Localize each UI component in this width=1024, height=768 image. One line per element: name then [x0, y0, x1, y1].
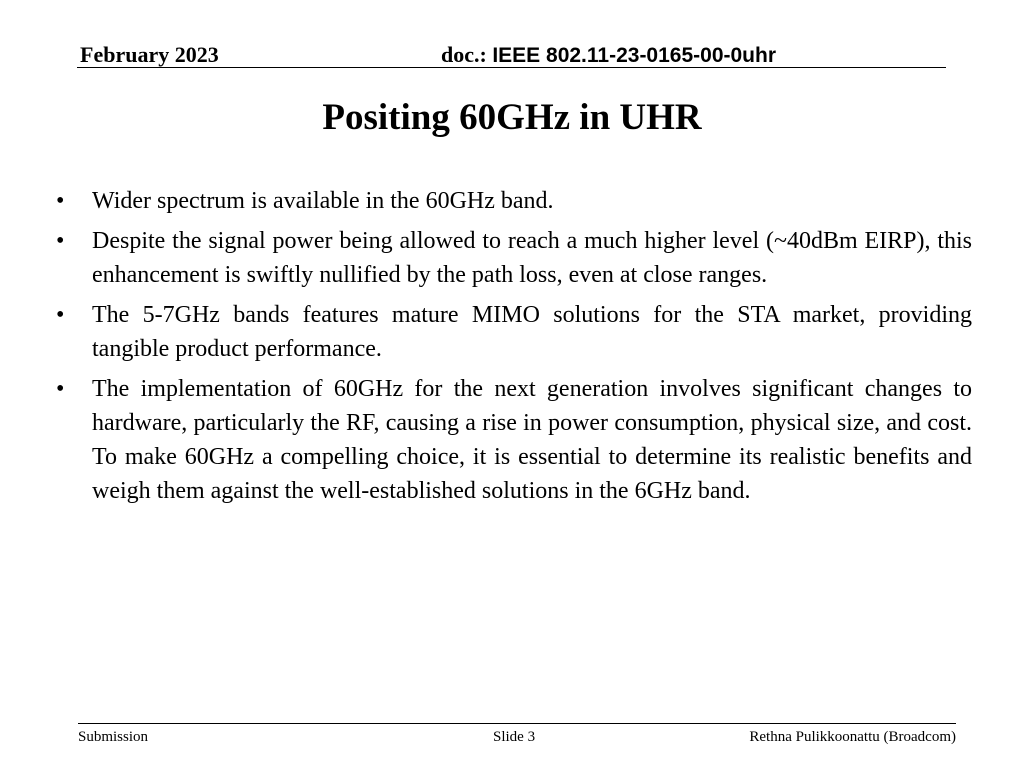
- bullet-item: [52, 224, 972, 292]
- bullet-item: [52, 184, 972, 218]
- bullet-icon: •: [56, 188, 65, 214]
- footer-author: Rethna Pulikkoonattu (Broadcom): [749, 729, 956, 745]
- header-divider: [77, 67, 946, 68]
- bullet-item: [52, 372, 972, 508]
- footer-divider: [78, 723, 956, 724]
- header-date: February 2023: [80, 42, 219, 67]
- doc-prefix: doc.:: [441, 42, 487, 67]
- bullet-icon: •: [56, 376, 65, 402]
- bullet-text: Wider spectrum is available in the 60GHz band.: [92, 188, 554, 214]
- slide-title: Positing 60GHz in UHR: [322, 97, 702, 138]
- header-doc-reference: [441, 42, 776, 69]
- bullet-text: The 5-7GHz bands features mature MIMO solutions for the STA market, providing tangible product performance.: [92, 302, 972, 362]
- doc-id: IEEE 802.11-23-0165-00-0uhr: [492, 44, 777, 67]
- bullet-text: Despite the signal power being allowed to reach a much higher level (~40dBm EIRP), this enhancement is swiftly nullified by the path loss, even at close ranges.: [92, 228, 972, 288]
- bullet-icon: •: [56, 302, 65, 328]
- bullet-list: [52, 184, 972, 514]
- bullet-icon: •: [56, 228, 65, 254]
- footer-submission: Submission: [78, 729, 149, 745]
- bullet-item: [52, 298, 972, 366]
- footer-slide-number: Slide 3: [493, 729, 536, 745]
- bullet-text: The implementation of 60GHz for the next generation involves significant changes to hardware, particularly the RF, causing a rise in power consumption, physical size, and cost. To make 60GHz a compelling choice, it is essential to determine its realistic benefits and weigh them against the well-established solutions in the 6GHz band.: [92, 376, 972, 504]
